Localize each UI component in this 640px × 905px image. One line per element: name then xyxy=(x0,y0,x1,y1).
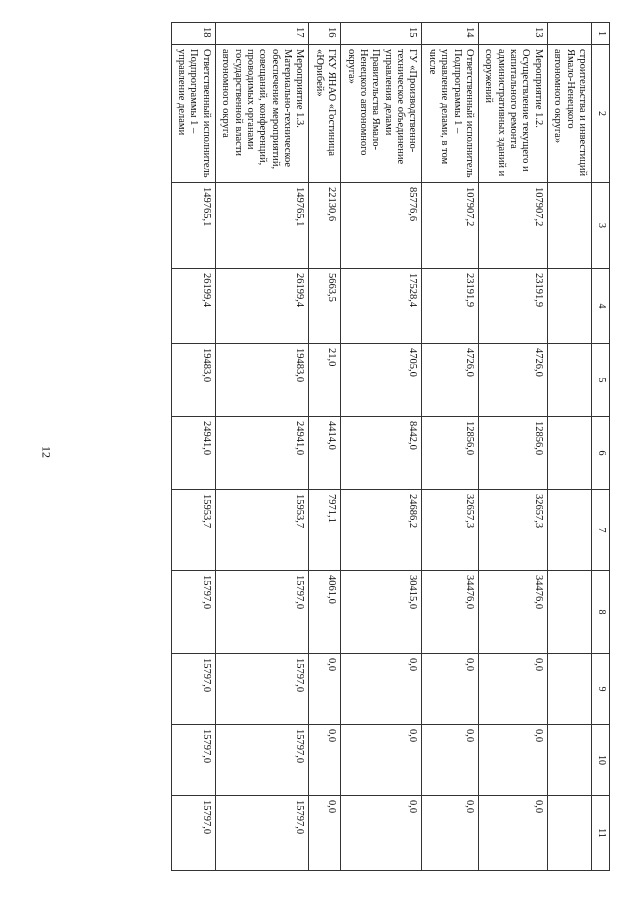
table-row xyxy=(215,23,309,871)
budget-table xyxy=(171,22,610,871)
value-cell: 26199,4 xyxy=(215,269,309,344)
value-cell: 30415,0 xyxy=(341,571,422,654)
value-cell: 15797,0 xyxy=(171,796,215,871)
rotated-table-container xyxy=(90,22,610,870)
table-row xyxy=(171,23,215,871)
value-cell xyxy=(547,269,591,344)
column-header: 6 xyxy=(592,417,610,490)
value-cell: 15797,0 xyxy=(215,725,309,796)
value-cell: 0,0 xyxy=(309,725,341,796)
value-cell: 12856,0 xyxy=(479,417,548,490)
value-cell: 24941,0 xyxy=(171,417,215,490)
value-cell: 4726,0 xyxy=(422,344,479,417)
value-cell: 0,0 xyxy=(422,796,479,871)
value-cell: 0,0 xyxy=(341,654,422,725)
page-number: 12 xyxy=(39,446,54,458)
value-cell: 34476,0 xyxy=(479,571,548,654)
value-cell: 5663,5 xyxy=(309,269,341,344)
value-cell: 15797,0 xyxy=(171,654,215,725)
value-cell: 0,0 xyxy=(309,796,341,871)
value-cell: 19483,0 xyxy=(215,344,309,417)
column-header: 5 xyxy=(592,344,610,417)
value-cell: 12856,0 xyxy=(422,417,479,490)
value-cell xyxy=(547,654,591,725)
value-cell: 7971,1 xyxy=(309,490,341,571)
value-cell: 0,0 xyxy=(422,654,479,725)
value-cell: 107907,2 xyxy=(422,183,479,269)
column-header: 8 xyxy=(592,571,610,654)
value-cell xyxy=(547,796,591,871)
value-cell: 23191,9 xyxy=(422,269,479,344)
table-row xyxy=(479,23,548,871)
value-cell: 15797,0 xyxy=(171,725,215,796)
column-header: 4 xyxy=(592,269,610,344)
value-cell: 0,0 xyxy=(309,654,341,725)
column-header: 9 xyxy=(592,654,610,725)
value-cell: 17528,4 xyxy=(341,269,422,344)
value-cell: 149765,1 xyxy=(215,183,309,269)
column-header: 7 xyxy=(592,490,610,571)
value-cell: 0,0 xyxy=(422,725,479,796)
row-number-cell: 15 xyxy=(341,23,422,45)
table-row xyxy=(309,23,341,871)
table-row xyxy=(422,23,479,871)
column-header: 11 xyxy=(592,796,610,871)
value-cell: 0,0 xyxy=(479,654,548,725)
value-cell: 149765,1 xyxy=(171,183,215,269)
row-number-cell: 13 xyxy=(479,23,548,45)
row-name-cell: Ответственный исполнитель Подпрограммы 1 – управление делами xyxy=(171,45,215,183)
row-number-cell: 16 xyxy=(309,23,341,45)
column-header: 3 xyxy=(592,183,610,269)
value-cell xyxy=(547,183,591,269)
value-cell: 0,0 xyxy=(341,796,422,871)
value-cell: 8442,0 xyxy=(341,417,422,490)
value-cell: 32657,3 xyxy=(479,490,548,571)
value-cell: 26199,4 xyxy=(171,269,215,344)
value-cell xyxy=(547,571,591,654)
value-cell: 85776,6 xyxy=(341,183,422,269)
value-cell: 24686,2 xyxy=(341,490,422,571)
row-number-cell xyxy=(547,23,591,45)
row-number-cell: 14 xyxy=(422,23,479,45)
value-cell: 19483,0 xyxy=(171,344,215,417)
table-row xyxy=(341,23,422,871)
row-name-cell: Ответственный исполнитель Подпрограммы 1 – управление делами, в том числе xyxy=(422,45,479,183)
row-name-cell: строительства и инвестиций Ямало-Ненецкого автономного округа» xyxy=(547,45,591,183)
value-cell: 0,0 xyxy=(479,725,548,796)
value-cell: 15797,0 xyxy=(215,571,309,654)
value-cell: 15953,7 xyxy=(171,490,215,571)
value-cell xyxy=(547,344,591,417)
row-number-cell: 18 xyxy=(171,23,215,45)
value-cell: 24941,0 xyxy=(215,417,309,490)
value-cell: 4414,0 xyxy=(309,417,341,490)
value-cell: 107907,2 xyxy=(479,183,548,269)
value-cell: 23191,9 xyxy=(479,269,548,344)
value-cell xyxy=(547,490,591,571)
value-cell xyxy=(547,417,591,490)
value-cell: 0,0 xyxy=(341,725,422,796)
header-row xyxy=(592,23,610,871)
column-header: 10 xyxy=(592,725,610,796)
value-cell: 15797,0 xyxy=(215,796,309,871)
value-cell: 4705,0 xyxy=(341,344,422,417)
value-cell: 15797,0 xyxy=(215,654,309,725)
value-cell: 4061,0 xyxy=(309,571,341,654)
value-cell: 22130,6 xyxy=(309,183,341,269)
value-cell: 21,0 xyxy=(309,344,341,417)
value-cell xyxy=(547,725,591,796)
value-cell: 15953,7 xyxy=(215,490,309,571)
value-cell: 0,0 xyxy=(479,796,548,871)
row-name-cell: Мероприятие 1.3. Материально-техническое обеспечение мероприятий, совещаний, конференций, проводимых органами государственной власти автономного округа xyxy=(215,45,309,183)
value-cell: 34476,0 xyxy=(422,571,479,654)
column-header: 2 xyxy=(592,45,610,183)
row-name-cell: Мероприятие 1.2. Осуществление текущего и капитального ремонта административных зданий и сооружений xyxy=(479,45,548,183)
row-number-cell: 17 xyxy=(215,23,309,45)
table-row xyxy=(547,23,591,871)
column-header: 1 xyxy=(592,23,610,45)
value-cell: 4726,0 xyxy=(479,344,548,417)
row-name-cell: ГУ «Производственно-техническое объединение управления делами Правительства Ямало-Ненецкого автономного округа» xyxy=(341,45,422,183)
value-cell: 15797,0 xyxy=(171,571,215,654)
value-cell: 32657,3 xyxy=(422,490,479,571)
row-name-cell: ГКУ ЯНАО «Гостиница «Юрибей» xyxy=(309,45,341,183)
